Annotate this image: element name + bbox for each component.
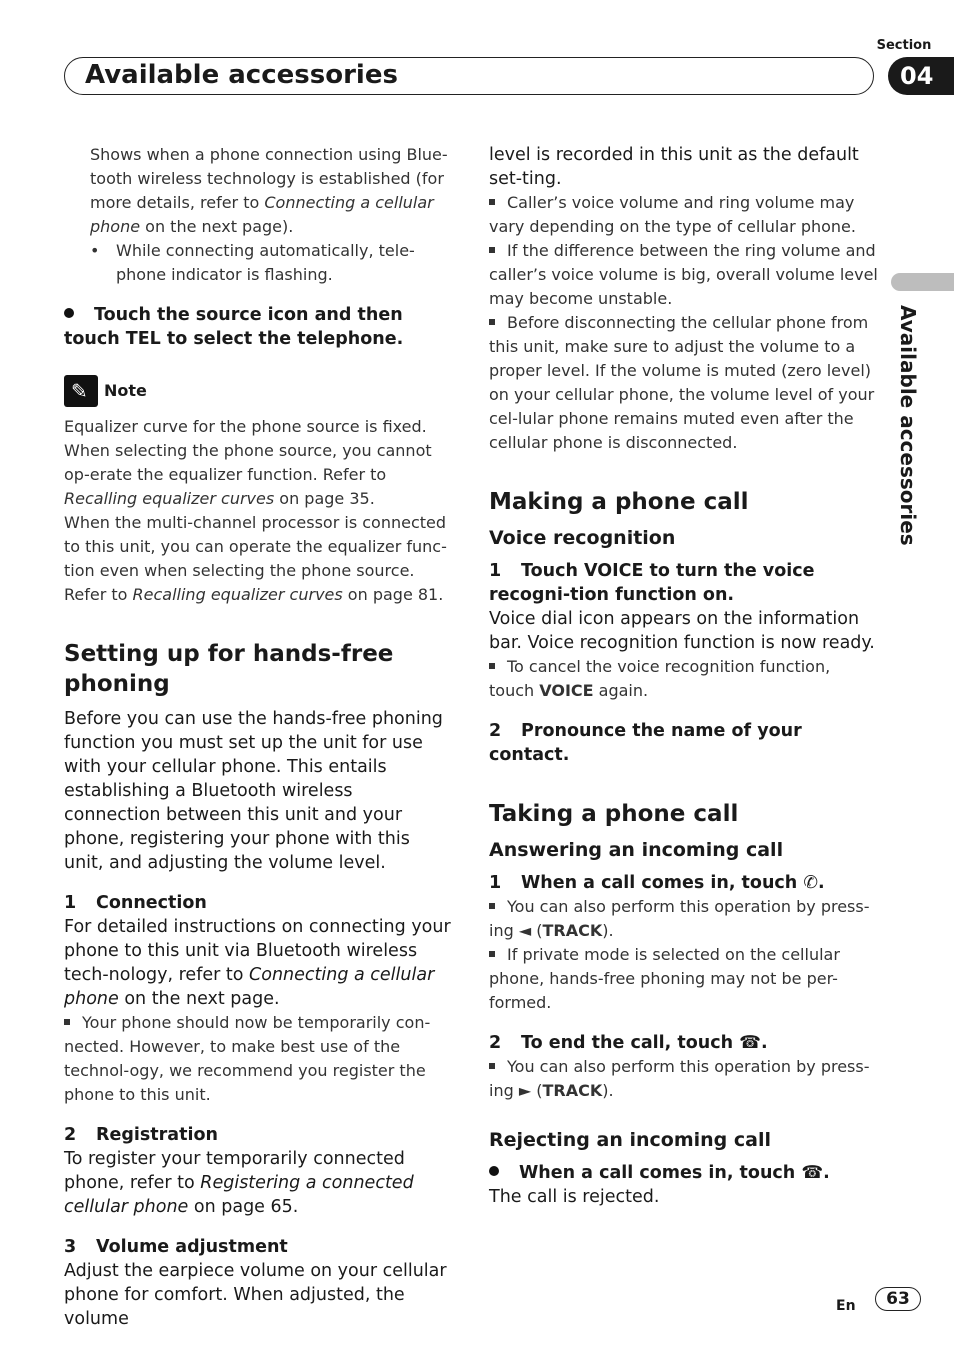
volume-continued: level is recorded in this unit as the default set-ting. <box>489 145 859 189</box>
step-connection: 1 Connection <box>64 893 207 913</box>
phone-hangup-icon: ☎ <box>739 1033 761 1053</box>
step-volume: 3 Volume adjustment <box>64 1237 288 1257</box>
volume-note-1: Caller’s voice volume and ring volume may vary depending on the type of cellular phone. <box>489 193 856 236</box>
note-heading: ✎ Note <box>64 375 454 407</box>
end-call-note: You can also perform this operation by press-ing ► (TRACK). <box>489 1057 870 1100</box>
square-bullet-icon <box>489 247 495 253</box>
section-label: Section <box>876 38 932 53</box>
answer-note-1: You can also perform this operation by press-ing ◄ (TRACK). <box>489 897 870 940</box>
language-label: En <box>836 1298 856 1314</box>
connection-body: For detailed instructions on connecting your phone to this unit via Bluetooth wireless tech-nology, refer to Connecting a cellular phone on the next page. <box>64 917 451 1009</box>
voice-body: Voice dial icon appears on the information bar. Voice recognition function is now ready. <box>489 609 875 653</box>
square-bullet-icon <box>489 951 495 957</box>
setup-body: Before you can use the hands-free phoning function you must set up the unit for use with your cellular phone. This entails establishing a Bluetooth wireless connection between this unit and your phone, registering your phone with this unit, and adjusting the volume level. <box>64 709 443 873</box>
volume-body: Adjust the earpiece volume on your cellular phone for comfort. When adjusted, the volume <box>64 1261 447 1329</box>
intro-paragraph: Shows when a phone connection using Blue-tooth wireless technology is established (for more details, refer to Connecting a cellular phone on the next page). <box>90 145 448 236</box>
page-title: Available accessories <box>85 60 398 90</box>
heading-answering: Answering an incoming call <box>489 839 784 861</box>
list-item: • While connecting automatically, tele-phone indicator is flashing. <box>90 241 415 284</box>
heading-setup: Setting up for hands-free phoning <box>64 641 394 697</box>
registration-body: To register your temporarily connected phone, refer to Registering a connected cellular phone on page 65. <box>64 1149 414 1217</box>
heading-taking-call: Taking a phone call <box>489 801 739 827</box>
square-bullet-icon <box>489 199 495 205</box>
step-reject: When a call comes in, touch ☎. <box>489 1161 879 1185</box>
note-paragraph-1: Equalizer curve for the phone source is fixed. When selecting the phone source, you cannot op-erate the equalizer function. Refer to Recalling equalizer curves on page 35. <box>64 417 432 508</box>
volume-note-3: Before disconnecting the cellular phone from this unit, make sure to adjust the volume to a proper level. If the volume is muted (zero level) on your cellular phone, the volume level of your cel-lular phone remains muted even after the cellular phone is disconnected. <box>489 313 875 452</box>
volume-note-2: If the difference between the ring volume and caller’s voice volume is big, overall volume level may become unstable. <box>489 241 878 308</box>
intro-reference: Connecting a cellular phone <box>90 193 434 236</box>
side-section-title: Available accessories <box>896 305 920 546</box>
step-voice-on: 1 Touch VOICE to turn the voice recogni-tion function on. <box>489 561 815 605</box>
square-bullet-icon <box>489 319 495 325</box>
step-registration: 2 Registration <box>64 1125 218 1145</box>
page-number: 63 <box>875 1287 921 1311</box>
voice-note: To cancel the voice recognition function, touch VOICE again. <box>489 657 831 700</box>
square-bullet-icon <box>489 903 495 909</box>
heading-voice-recognition: Voice recognition <box>489 527 676 549</box>
phone-hangup-icon: ☎ <box>801 1163 824 1183</box>
header-bar <box>64 57 874 95</box>
connection-note: Your phone should now be temporarily con-nected. However, to make best use of the technol-ogy, we recommend you register the phone to this unit. <box>64 1013 431 1104</box>
phone-answer-icon: ✆ <box>803 873 819 893</box>
step-answer: 1 When a call comes in, touch ✆. <box>489 873 825 893</box>
side-tab-marker <box>891 273 954 291</box>
instruction-touch-tel: Touch the source icon and then touch TEL to select the telephone. <box>64 305 404 349</box>
answer-note-2: If private mode is selected on the cellular phone, hands-free phoning may not be per-formed. <box>489 945 840 1012</box>
step-pronounce: 2 Pronounce the name of your contact. <box>489 721 802 765</box>
section-number-badge: 04 <box>888 57 954 95</box>
heading-rejecting: Rejecting an incoming call <box>489 1129 771 1151</box>
note-paragraph-2: When the multi-channel processor is connected to this unit, you can operate the equalizer func-tion even when selecting the phone source. Refer to Recalling equalizer curves on page 81. <box>64 513 447 604</box>
reject-body: The call is rejected. <box>489 1187 660 1207</box>
square-bullet-icon <box>64 1019 70 1025</box>
bullet-circle-icon <box>489 1166 499 1176</box>
square-bullet-icon <box>489 663 495 669</box>
step-end-call: 2 To end the call, touch ☎. <box>489 1033 768 1053</box>
pencil-icon: ✎ <box>64 375 98 407</box>
square-bullet-icon <box>489 1063 495 1069</box>
bullet-circle-icon <box>64 308 74 318</box>
heading-making-call: Making a phone call <box>489 489 749 515</box>
left-column <box>64 143 454 1331</box>
right-column <box>489 143 879 1209</box>
